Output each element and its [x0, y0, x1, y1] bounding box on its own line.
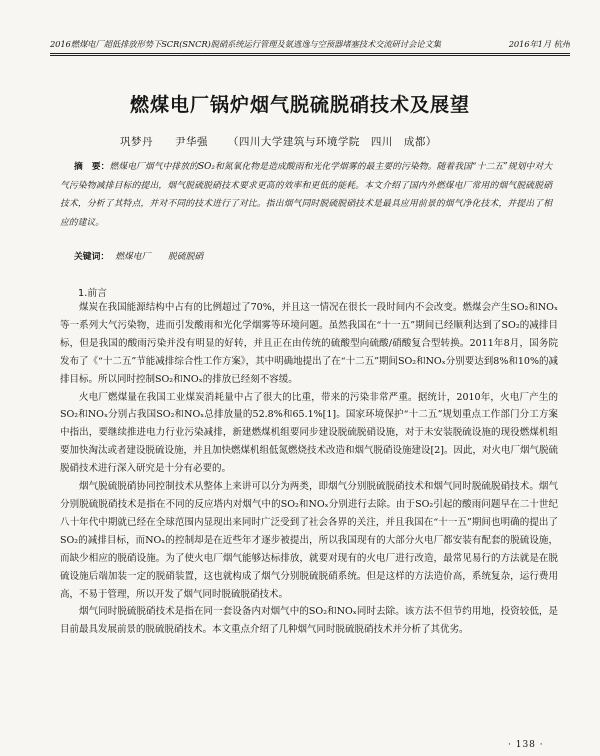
conference-date: 2016年1月 杭州 [508, 39, 570, 49]
author-affiliation: （四川大学建筑与环境学院 四川 成都） [227, 136, 437, 148]
keywords-label: 关键词： [74, 252, 110, 262]
page-number: · 138 · [508, 740, 544, 750]
paragraph: 烟气脱硫脱硝协同控制技术从整体上来讲可以分为两类，即烟气分别脱硫脱硝技术和烟气同时脱硫脱硝技术。烟气分别脱硫脱硝技术是指在不同的反应塔内对烟气中的SO₂和NOₓ分别进行去除。由于SO₂引起的酸雨问题早在二十世纪八十年代中期就已经在全球范围内显现出来同时广泛受到了社会各界的关注，并且我国在“十一五”期间也明确的提出了SO₂的减排目标，而NOₓ的控制却是在近些年才逐步被提出，所以我国现有的大部分火电厂都安装有配套的脱硫设施，而缺少相应的脱硝设施。为了使火电厂烟气能够达标排放，就要对现有的火电厂进行改造，最常见易行的方法就是在脱硫设施后端加装一定的脱硝装置，这也就构成了烟气分别脱硫脱硝系统。但是这样的方法造价高，系统复杂，运行费用高，不易于管理，所以开发了烟气同时脱硫脱硝技术。 [60, 481, 558, 600]
abstract-text: 燃煤电厂烟气中排放的SO₂和氮氧化物是造成酸雨和光化学烟雾的最主要的污染物。随着我国“十二五”规划中对大气污染物减排目标的提出，烟气脱硫脱硝技术要求更高的效率和更低的能耗。本文介绍了国内外燃煤电厂常用的烟气脱硫脱硝技术，分析了其特点，并对不同的技术进行了对比。指出烟气同时脱硫脱硝技术是最具应用前景的烟气净化技术，并提出了相应的建议。 [60, 162, 552, 228]
paragraph: 烟气同时脱硫脱硝技术是指在同一套设备内对烟气中的SO₂和NOₓ同时去除。该方法不但节约用地，投资较低，是目前最具发展前景的脱硫脱硝技术。本文重点介绍了几种烟气同时脱硫脱硝技术并分析了其优劣。 [60, 606, 558, 636]
author-names: 巩梦丹 尹华强 [120, 136, 208, 148]
body-text [60, 299, 558, 639]
keywords [74, 249, 544, 262]
abstract [60, 158, 552, 232]
header-rule [50, 53, 570, 54]
keywords-list: 燃煤电厂 脱硫脱硝 [115, 252, 204, 262]
abstract-label: 摘 要： [74, 162, 110, 172]
paragraph: 火电厂燃煤量在我国工业煤炭消耗量中占了很大的比重，带来的污染非常严重。据统计，2010年，火电厂产生的SO₂和NOₓ分别占我国SO₂和NOₓ总排放量的52.8%和65.1%[1]。国家环境保护“十二五”规划重点工作部门分工方案中指出，要继续推进电力行业污染减排，新建燃煤机组要同步建设脱硫脱硝设施，对于未安装脱硫设施的现役燃煤机组要加快淘汰或者建设脱硫设施，并且加快燃煤机组低氮燃烧技术改造和烟气脱硝设施建设[2]。因此，对火电厂烟气脱硫脱硝技术进行深入研究是十分有必要的。 [60, 391, 558, 475]
author-line [120, 134, 500, 149]
paragraph: 煤炭在我国能源结构中占有的比例超过了70%，并且这一情况在很长一段时间内不会改变。燃煤会产生SO₂和NOₓ等一系列大气污染物，进而引发酸雨和光化学烟雾等环境问题。虽然我国在“十一五”期间已经顺利达到了SO₂的减排目标，但是我国的酸雨污染并没有明显的好转，并且正在由传统的硫酸型向硫酸/硝酸复合型转换。2011年8月，国务院发布了《“十二五”节能减排综合性工作方案》，其中明确地提出了在“十二五”期间SO₂和NOₓ分别要达到8%和10%的减排目标。所以同时控制SO₂和NOₓ的排放已经刻不容缓。 [60, 302, 558, 385]
running-header [50, 38, 570, 50]
paper-title: 燃煤电厂锅炉烟气脱硫脱硝技术及展望 [129, 94, 470, 116]
section-heading: 1.前言 [78, 288, 107, 299]
proceedings-title: 2016燃煤电厂超低排放形势下SCR(SNCR)脱硝系统运行管理及氨逃逸与空预器堵塞技术交流研讨会论文集 [50, 39, 441, 49]
header-rule-thin [50, 55, 570, 56]
